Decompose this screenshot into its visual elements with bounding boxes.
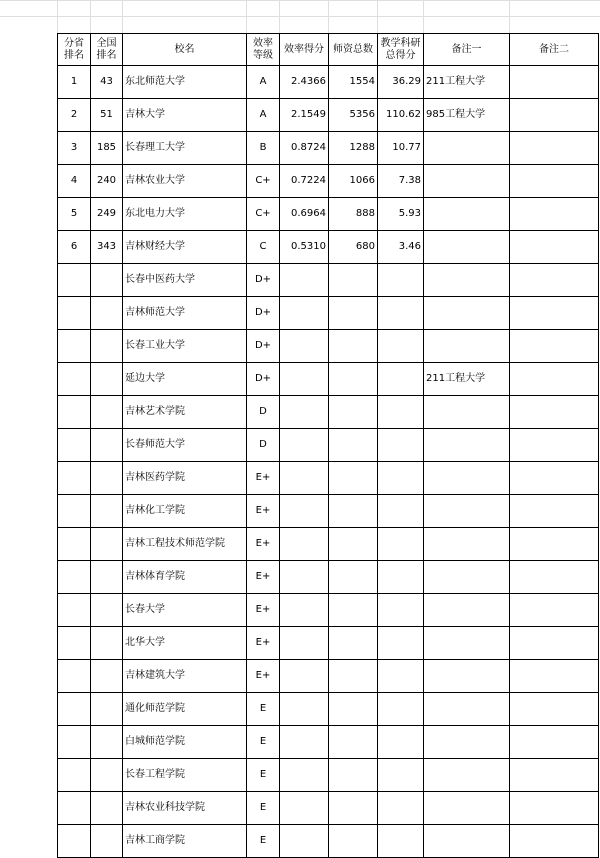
note1-cell: [424, 231, 510, 264]
note1-cell: 985工程大学: [424, 99, 510, 132]
province-rank-cell: [58, 330, 91, 363]
header-province-rank: 分省 排名: [58, 34, 91, 66]
school-name-cell: 东北师范大学: [123, 66, 247, 99]
efficiency-grade-cell: E: [247, 693, 280, 726]
efficiency-score-cell: [280, 660, 329, 693]
national-rank-cell: [91, 462, 123, 495]
table-row: [58, 693, 599, 726]
faculty-total-cell: [329, 297, 378, 330]
province-rank-cell: [58, 561, 91, 594]
note2-cell: [510, 792, 599, 825]
faculty-total-cell: [329, 726, 378, 759]
school-name-cell: 东北电力大学: [123, 198, 247, 231]
efficiency-grade-cell: E+: [247, 561, 280, 594]
note1-cell: [424, 165, 510, 198]
province-rank-cell: [58, 264, 91, 297]
note2-cell: [510, 132, 599, 165]
school-name-cell: 吉林农业大学: [123, 165, 247, 198]
faculty-total-cell: 888: [329, 198, 378, 231]
national-rank-cell: [91, 726, 123, 759]
efficiency-grade-cell: D+: [247, 297, 280, 330]
efficiency-grade-cell: E+: [247, 462, 280, 495]
efficiency-grade-cell: C+: [247, 165, 280, 198]
national-rank-cell: [91, 264, 123, 297]
efficiency-grade-cell: D+: [247, 264, 280, 297]
province-rank-cell: [58, 297, 91, 330]
note1-cell: [424, 627, 510, 660]
research-score-cell: [378, 594, 424, 627]
efficiency-score-cell: 0.5310: [280, 231, 329, 264]
note1-cell: [424, 825, 510, 858]
research-score-cell: [378, 726, 424, 759]
table-row: [58, 132, 599, 165]
province-rank-cell: 4: [58, 165, 91, 198]
note1-cell: [424, 132, 510, 165]
faculty-total-cell: [329, 660, 378, 693]
faculty-total-cell: 5356: [329, 99, 378, 132]
efficiency-grade-cell: E: [247, 759, 280, 792]
school-name-cell: 延边大学: [123, 363, 247, 396]
research-score-cell: [378, 528, 424, 561]
note2-cell: [510, 264, 599, 297]
note2-cell: [510, 429, 599, 462]
province-rank-cell: 2: [58, 99, 91, 132]
province-rank-cell: [58, 627, 91, 660]
note2-cell: [510, 462, 599, 495]
table-body: [58, 66, 599, 858]
note1-cell: [424, 495, 510, 528]
efficiency-grade-cell: D+: [247, 330, 280, 363]
note1-cell: [424, 396, 510, 429]
research-score-cell: [378, 396, 424, 429]
research-score-cell: [378, 627, 424, 660]
faculty-total-cell: [329, 825, 378, 858]
efficiency-score-cell: [280, 825, 329, 858]
efficiency-grade-cell: D: [247, 396, 280, 429]
research-score-cell: [378, 792, 424, 825]
national-rank-cell: [91, 495, 123, 528]
note1-cell: [424, 297, 510, 330]
note1-cell: [424, 792, 510, 825]
note2-cell: [510, 726, 599, 759]
province-rank-cell: [58, 528, 91, 561]
research-score-cell: 3.46: [378, 231, 424, 264]
note2-cell: [510, 528, 599, 561]
school-name-cell: 吉林体育学院: [123, 561, 247, 594]
faculty-total-cell: [329, 561, 378, 594]
faculty-total-cell: [329, 330, 378, 363]
table-row: [58, 660, 599, 693]
header-note1: 备注一: [424, 34, 510, 66]
table-row: [58, 792, 599, 825]
school-name-cell: 吉林艺术学院: [123, 396, 247, 429]
province-rank-cell: [58, 594, 91, 627]
table-row: [58, 429, 599, 462]
table-row: [58, 462, 599, 495]
note1-cell: [424, 693, 510, 726]
national-rank-cell: [91, 297, 123, 330]
table-row: [58, 198, 599, 231]
faculty-total-cell: [329, 693, 378, 726]
efficiency-grade-cell: E+: [247, 660, 280, 693]
table-row: [58, 396, 599, 429]
school-name-cell: 长春工程学院: [123, 759, 247, 792]
efficiency-grade-cell: A: [247, 99, 280, 132]
efficiency-grade-cell: B: [247, 132, 280, 165]
school-name-cell: 吉林农业科技学院: [123, 792, 247, 825]
faculty-total-cell: [329, 264, 378, 297]
national-rank-cell: [91, 759, 123, 792]
research-score-cell: [378, 561, 424, 594]
header-school: 校名: [123, 34, 247, 66]
efficiency-grade-cell: E: [247, 792, 280, 825]
note1-cell: 211工程大学: [424, 363, 510, 396]
note2-cell: [510, 561, 599, 594]
research-score-cell: [378, 429, 424, 462]
national-rank-cell: [91, 660, 123, 693]
efficiency-score-cell: [280, 396, 329, 429]
province-rank-cell: 6: [58, 231, 91, 264]
note2-cell: [510, 759, 599, 792]
efficiency-grade-cell: A: [247, 66, 280, 99]
table-row: [58, 495, 599, 528]
province-rank-cell: [58, 726, 91, 759]
research-score-cell: [378, 660, 424, 693]
school-name-cell: 长春大学: [123, 594, 247, 627]
table-row: [58, 264, 599, 297]
national-rank-cell: [91, 396, 123, 429]
efficiency-grade-cell: C+: [247, 198, 280, 231]
research-score-cell: [378, 363, 424, 396]
faculty-total-cell: [329, 759, 378, 792]
efficiency-score-cell: [280, 429, 329, 462]
efficiency-grade-cell: E+: [247, 495, 280, 528]
research-score-cell: [378, 264, 424, 297]
faculty-total-cell: [329, 396, 378, 429]
note1-cell: [424, 330, 510, 363]
efficiency-grade-cell: C: [247, 231, 280, 264]
research-score-cell: 5.93: [378, 198, 424, 231]
efficiency-score-cell: 2.4366: [280, 66, 329, 99]
faculty-total-cell: [329, 792, 378, 825]
province-rank-cell: [58, 495, 91, 528]
province-rank-cell: [58, 363, 91, 396]
note2-cell: [510, 627, 599, 660]
school-name-cell: 吉林建筑大学: [123, 660, 247, 693]
faculty-total-cell: 680: [329, 231, 378, 264]
research-score-cell: 7.38: [378, 165, 424, 198]
efficiency-score-cell: [280, 330, 329, 363]
table-row: [58, 363, 599, 396]
header-research-score: 教学科研 总得分: [378, 34, 424, 66]
efficiency-score-cell: [280, 462, 329, 495]
province-rank-cell: [58, 396, 91, 429]
efficiency-score-cell: [280, 561, 329, 594]
research-score-cell: [378, 495, 424, 528]
faculty-total-cell: [329, 462, 378, 495]
faculty-total-cell: [329, 363, 378, 396]
table-row: [58, 825, 599, 858]
school-name-cell: 吉林师范大学: [123, 297, 247, 330]
table-row: [58, 759, 599, 792]
note1-cell: [424, 561, 510, 594]
efficiency-score-cell: 2.1549: [280, 99, 329, 132]
province-rank-cell: 1: [58, 66, 91, 99]
note1-cell: [424, 462, 510, 495]
school-name-cell: 吉林工商学院: [123, 825, 247, 858]
province-rank-cell: [58, 792, 91, 825]
faculty-total-cell: 1066: [329, 165, 378, 198]
table-row: [58, 561, 599, 594]
note2-cell: [510, 99, 599, 132]
table-row: [58, 66, 599, 99]
school-name-cell: 吉林化工学院: [123, 495, 247, 528]
table-row: [58, 297, 599, 330]
research-score-cell: [378, 462, 424, 495]
faculty-total-cell: [329, 429, 378, 462]
note2-cell: [510, 66, 599, 99]
research-score-cell: 10.77: [378, 132, 424, 165]
table-row: [58, 99, 599, 132]
header-efficiency-score: 效率得分: [280, 34, 329, 66]
note2-cell: [510, 231, 599, 264]
efficiency-grade-cell: E+: [247, 528, 280, 561]
school-name-cell: 北华大学: [123, 627, 247, 660]
faculty-total-cell: [329, 528, 378, 561]
header-row: [58, 34, 599, 66]
efficiency-score-cell: [280, 297, 329, 330]
efficiency-grade-cell: E: [247, 726, 280, 759]
note2-cell: [510, 594, 599, 627]
note1-cell: [424, 429, 510, 462]
province-rank-cell: [58, 462, 91, 495]
sheet-background: [0, 0, 600, 33]
efficiency-score-cell: [280, 627, 329, 660]
national-rank-cell: [91, 792, 123, 825]
note2-cell: [510, 363, 599, 396]
header-faculty-total: 师资总数: [329, 34, 378, 66]
efficiency-score-cell: [280, 363, 329, 396]
note2-cell: [510, 693, 599, 726]
faculty-total-cell: 1288: [329, 132, 378, 165]
school-name-cell: 长春师范大学: [123, 429, 247, 462]
table-row: [58, 231, 599, 264]
note1-cell: [424, 759, 510, 792]
faculty-total-cell: [329, 495, 378, 528]
national-rank-cell: [91, 528, 123, 561]
note1-cell: [424, 726, 510, 759]
table-row: [58, 627, 599, 660]
efficiency-grade-cell: D+: [247, 363, 280, 396]
note1-cell: [424, 528, 510, 561]
header-national-rank: 全国 排名: [91, 34, 123, 66]
national-rank-cell: [91, 429, 123, 462]
province-rank-cell: [58, 693, 91, 726]
note1-cell: [424, 198, 510, 231]
research-score-cell: [378, 330, 424, 363]
note2-cell: [510, 198, 599, 231]
efficiency-grade-cell: D: [247, 429, 280, 462]
note2-cell: [510, 825, 599, 858]
efficiency-score-cell: [280, 495, 329, 528]
header-efficiency-grade: 效率 等级: [247, 34, 280, 66]
table-row: [58, 726, 599, 759]
national-rank-cell: [91, 363, 123, 396]
school-name-cell: 吉林大学: [123, 99, 247, 132]
school-name-cell: 白城师范学院: [123, 726, 247, 759]
national-rank-cell: 185: [91, 132, 123, 165]
national-rank-cell: 343: [91, 231, 123, 264]
efficiency-score-cell: [280, 528, 329, 561]
table-row: [58, 165, 599, 198]
efficiency-score-cell: 0.7224: [280, 165, 329, 198]
school-name-cell: 长春工业大学: [123, 330, 247, 363]
faculty-total-cell: [329, 594, 378, 627]
school-name-cell: 吉林医药学院: [123, 462, 247, 495]
research-score-cell: [378, 693, 424, 726]
efficiency-score-cell: [280, 693, 329, 726]
note2-cell: [510, 297, 599, 330]
faculty-total-cell: 1554: [329, 66, 378, 99]
national-rank-cell: [91, 627, 123, 660]
ranking-table: [57, 33, 599, 858]
national-rank-cell: [91, 825, 123, 858]
national-rank-cell: [91, 594, 123, 627]
school-name-cell: 长春理工大学: [123, 132, 247, 165]
efficiency-score-cell: [280, 594, 329, 627]
national-rank-cell: 51: [91, 99, 123, 132]
table-row: [58, 594, 599, 627]
faculty-total-cell: [329, 627, 378, 660]
note2-cell: [510, 396, 599, 429]
efficiency-score-cell: 0.6964: [280, 198, 329, 231]
research-score-cell: [378, 759, 424, 792]
note2-cell: [510, 660, 599, 693]
national-rank-cell: 240: [91, 165, 123, 198]
efficiency-grade-cell: E+: [247, 627, 280, 660]
efficiency-grade-cell: E+: [247, 594, 280, 627]
national-rank-cell: 43: [91, 66, 123, 99]
table-row: [58, 330, 599, 363]
national-rank-cell: [91, 330, 123, 363]
efficiency-score-cell: 0.8724: [280, 132, 329, 165]
efficiency-score-cell: [280, 264, 329, 297]
efficiency-score-cell: [280, 792, 329, 825]
school-name-cell: 吉林工程技术师范学院: [123, 528, 247, 561]
province-rank-cell: [58, 660, 91, 693]
school-name-cell: 长春中医药大学: [123, 264, 247, 297]
note1-cell: [424, 264, 510, 297]
national-rank-cell: [91, 693, 123, 726]
province-rank-cell: [58, 759, 91, 792]
note2-cell: [510, 165, 599, 198]
efficiency-score-cell: [280, 726, 329, 759]
note1-cell: 211工程大学: [424, 66, 510, 99]
national-rank-cell: 249: [91, 198, 123, 231]
efficiency-score-cell: [280, 759, 329, 792]
header-note2: 备注二: [510, 34, 599, 66]
note2-cell: [510, 495, 599, 528]
research-score-cell: [378, 825, 424, 858]
province-rank-cell: [58, 429, 91, 462]
research-score-cell: 36.29: [378, 66, 424, 99]
note2-cell: [510, 330, 599, 363]
research-score-cell: [378, 297, 424, 330]
province-rank-cell: 3: [58, 132, 91, 165]
efficiency-grade-cell: E: [247, 825, 280, 858]
national-rank-cell: [91, 561, 123, 594]
table-row: [58, 528, 599, 561]
note1-cell: [424, 660, 510, 693]
note1-cell: [424, 594, 510, 627]
school-name-cell: 吉林财经大学: [123, 231, 247, 264]
province-rank-cell: [58, 825, 91, 858]
province-rank-cell: 5: [58, 198, 91, 231]
research-score-cell: 110.62: [378, 99, 424, 132]
school-name-cell: 通化师范学院: [123, 693, 247, 726]
